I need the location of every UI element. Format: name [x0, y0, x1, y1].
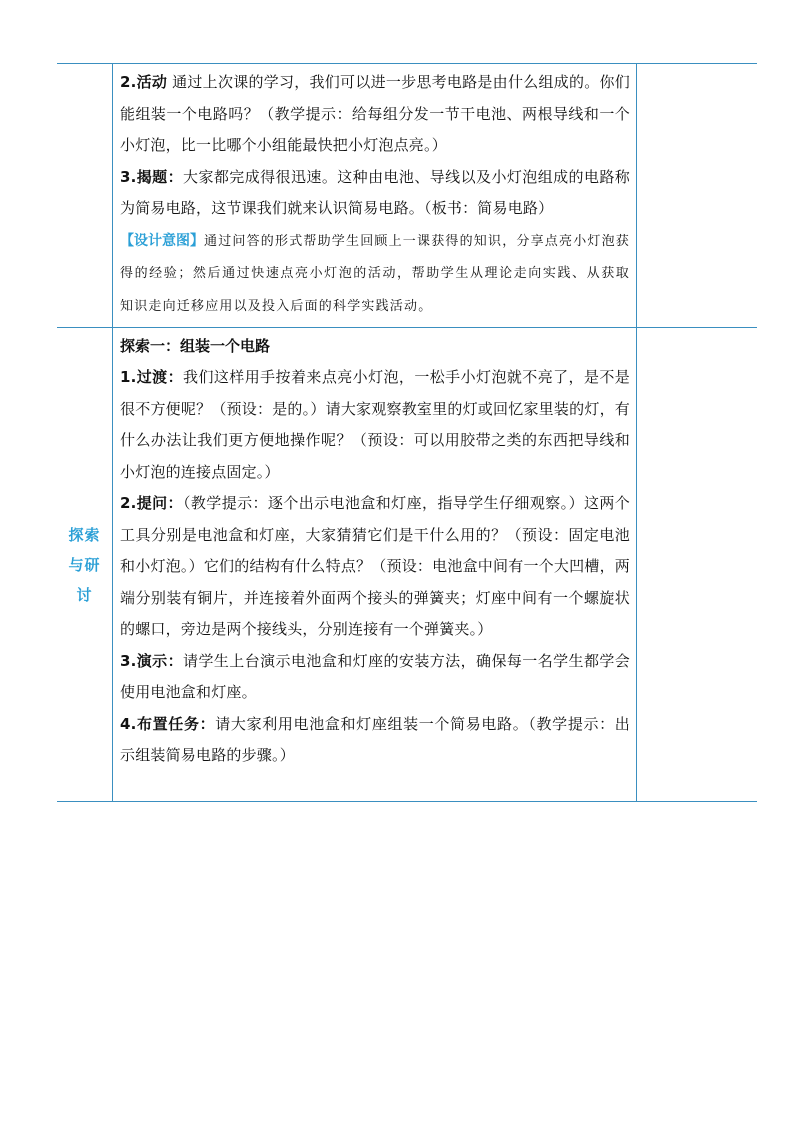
- design-intent-text: 通过问答的形式帮助学生回顾上一课获得的知识，分享点亮小灯泡获得的经验；然后通过快速点亮小灯泡的活动，帮助学生从理论走向实践、从获取知识走向迁移应用以及投入后面的科学实践活动。: [120, 233, 631, 314]
- task-paragraph: [120, 709, 630, 772]
- design-intent-paragraph: [120, 225, 630, 324]
- stage-label-explore: 探索与研讨: [68, 525, 101, 604]
- lesson-plan-table: [57, 63, 757, 802]
- topic-text: 大家都完成得很迅速。这种由电池、导线以及小灯泡组成的电路称为简易电路，这节课我们就来认识简易电路。（板书：简易电路）: [120, 167, 631, 217]
- transition-text: 我们这样用手按着来点亮小灯泡，一松手小灯泡就不亮了，是不是很不方便呢？（预设：是的。）请大家观察教室里的灯或回忆家里装的灯，有什么办法让我们更方便地操作呢？（预设：可以用胶带之类的东西把导线和小灯泡的连接点固定。）: [120, 368, 631, 481]
- demo-text: 请学生上台演示电池盒和灯座的安装方法，确保每一名学生都学会使用电池盒和灯座。: [120, 651, 631, 701]
- stage-cell-explore: [57, 328, 113, 802]
- note-cell-intro: [637, 64, 758, 328]
- activity-label: 2.活动: [120, 73, 168, 91]
- task-text: 请大家利用电池盒和灯座组装一个简易电路。（教学提示：出示组装简易电路的步骤。）: [120, 714, 630, 764]
- activity-paragraph: [120, 67, 630, 162]
- question-paragraph: [120, 488, 630, 646]
- topic-label: 3.揭题：: [120, 167, 184, 186]
- topic-paragraph: [120, 162, 630, 225]
- content-cell-intro: [113, 64, 637, 328]
- stage-cell-intro: [57, 64, 113, 328]
- demo-label: 3.演示：: [120, 651, 184, 670]
- activity-text: 通过上次课的学习，我们可以进一步思考电路是由什么组成的。你们能组装一个电路吗？（教学提示：给每组分发一节干电池、两根导线和一个小灯泡，比一比哪个小组能最快把小灯泡点亮。）: [120, 73, 630, 154]
- transition-label: 1.过渡：: [120, 368, 184, 386]
- table-row-intro: [57, 64, 757, 328]
- note-cell-explore: [637, 328, 758, 802]
- table-row-explore: [57, 328, 757, 802]
- transition-paragraph: [120, 362, 630, 488]
- demo-paragraph: [120, 646, 630, 709]
- content-cell-explore: [113, 328, 637, 802]
- design-intent-tag: 【设计意图】: [120, 232, 204, 249]
- section-title: 探索一：组装一个电路: [120, 337, 271, 355]
- question-label: 2.提问：: [120, 494, 183, 512]
- question-text: （教学提示：逐个出示电池盒和灯座，指导学生仔细观察。）这两个工具分别是电池盒和灯座，大家猜猜它们是干什么用的？（预设：固定电池和小灯泡。）它们的结构有什么特点？（预设：电池盒中间有一个大凹槽，两端分别装有铜片，并连接着外面两个接头的弹簧夹；灯座中间有一个螺旋状的螺口，旁边是两个接线头，分别连接有一个弹簧夹。）: [120, 494, 630, 638]
- task-label: 4.布置任务：: [120, 714, 216, 733]
